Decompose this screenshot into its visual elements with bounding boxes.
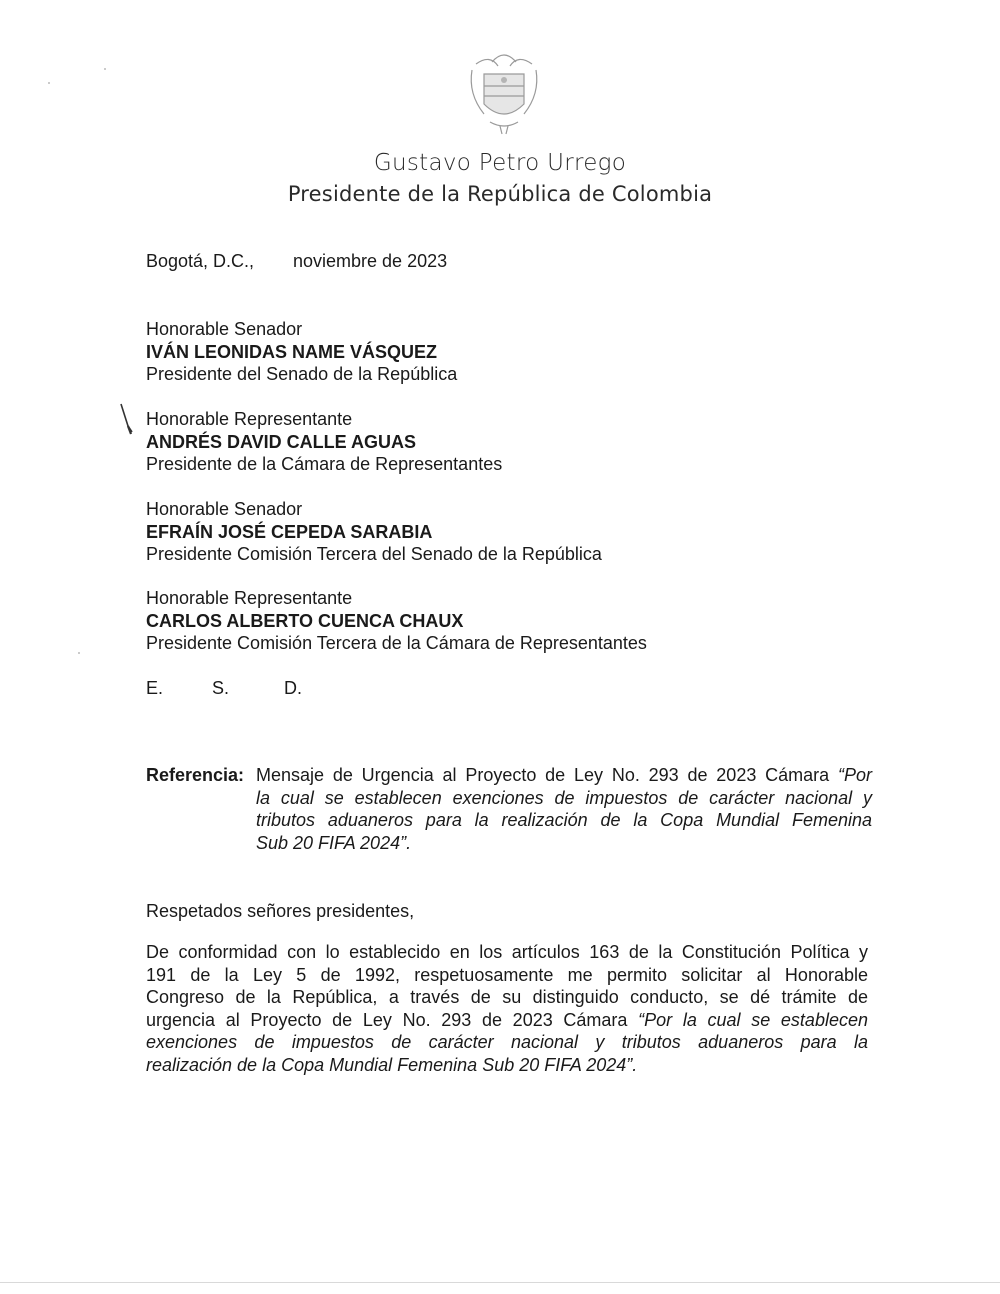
president-name: Gustavo Petro Urrego: [373, 150, 627, 176]
recipient-name: EFRAÍN JOSÉ CEPEDA SARABIA: [146, 521, 433, 542]
recipient-block: [146, 587, 846, 655]
body-paragraph: [146, 941, 868, 1076]
body-line: [146, 1054, 868, 1077]
esd-d: D.: [284, 678, 302, 698]
body-text: 191 de la Ley 5 de 1992, respetuosamente me permito solicitar al Honorable: [146, 964, 868, 985]
body-line: [146, 1009, 868, 1032]
reference-italic: la cual se establecen exenciones de impuestos de carácter nacional y: [256, 787, 872, 808]
body-line: [146, 941, 868, 964]
recipient-salutation: Honorable Senador: [146, 499, 303, 519]
recipient-salutation: Honorable Representante: [146, 409, 353, 429]
scan-speck: [104, 68, 106, 70]
scan-speck: [78, 652, 80, 654]
recipient-block: [146, 318, 846, 386]
recipient-name: CARLOS ALBERTO CUENCA CHAUX: [146, 610, 464, 631]
recipient-salutation: Honorable Senador: [146, 319, 303, 339]
body-italic: realización de la Copa Mundial Femenina Sub 20 FIFA 2024”.: [146, 1054, 638, 1075]
recipient-salutation: Honorable Representante: [146, 588, 353, 608]
reference-line: [256, 787, 872, 810]
body-line: [146, 1031, 868, 1054]
handwritten-check-mark: [118, 402, 142, 442]
body-text: De conformidad con lo establecido en los artículos 163 de la Constitución Política y: [146, 942, 868, 962]
recipient-role: Presidente de la Cámara de Representantes: [146, 454, 503, 474]
reference-italic: tributos aduaneros para la realización de la Copa Mundial Femenina: [256, 810, 872, 830]
reference-label: Referencia:: [146, 765, 245, 785]
recipient-name: ANDRÉS DAVID CALLE AGUAS: [146, 431, 417, 452]
recipient-role: Presidente Comisión Tercera del Senado de la República: [146, 544, 602, 564]
reference-text: Mensaje de Urgencia al Proyecto de Ley No. 293 de 2023 Cámara: [256, 765, 838, 785]
recipient-role: Presidente Comisión Tercera de la Cámara de Representantes: [146, 633, 647, 653]
body-italic: exenciones de impuestos de carácter nacional y tributos aduaneros para la: [146, 1032, 868, 1052]
body-line: [146, 986, 868, 1009]
dateline-place: Bogotá, D.C.,: [146, 251, 255, 271]
reference-italic: “Por: [837, 765, 872, 785]
reference-line: [256, 832, 872, 855]
esd-e: E.: [146, 678, 164, 698]
greeting: Respetados señores presidentes,: [146, 901, 415, 921]
scan-speck: [48, 82, 50, 84]
dateline-date: noviembre de 2023: [293, 251, 448, 271]
page-edge-line: [0, 1282, 1000, 1283]
body-italic: “Por la cual se establecen: [638, 1009, 868, 1030]
coat-of-arms-seal: [462, 44, 546, 136]
body-line: [146, 964, 868, 987]
recipient-role: Presidente del Senado de la República: [146, 364, 458, 384]
recipient-name: IVÁN LEONIDAS NAME VÁSQUEZ: [146, 341, 438, 362]
president-title: Presidente de la República de Colombia: [287, 182, 713, 206]
reference-line: [256, 764, 872, 787]
esd-s: S.: [212, 678, 230, 698]
reference-italic: Sub 20 FIFA 2024”.: [256, 832, 412, 853]
body-text: Congreso de la República, a través de su distinguido conducto, se dé trámite de: [146, 987, 868, 1007]
body-text: urgencia al Proyecto de Ley No. 293 de 2023 Cámara: [146, 1009, 639, 1030]
reference-body: [256, 764, 872, 854]
recipient-block: [146, 408, 846, 476]
reference-line: [256, 809, 872, 832]
recipient-block: [146, 498, 846, 566]
